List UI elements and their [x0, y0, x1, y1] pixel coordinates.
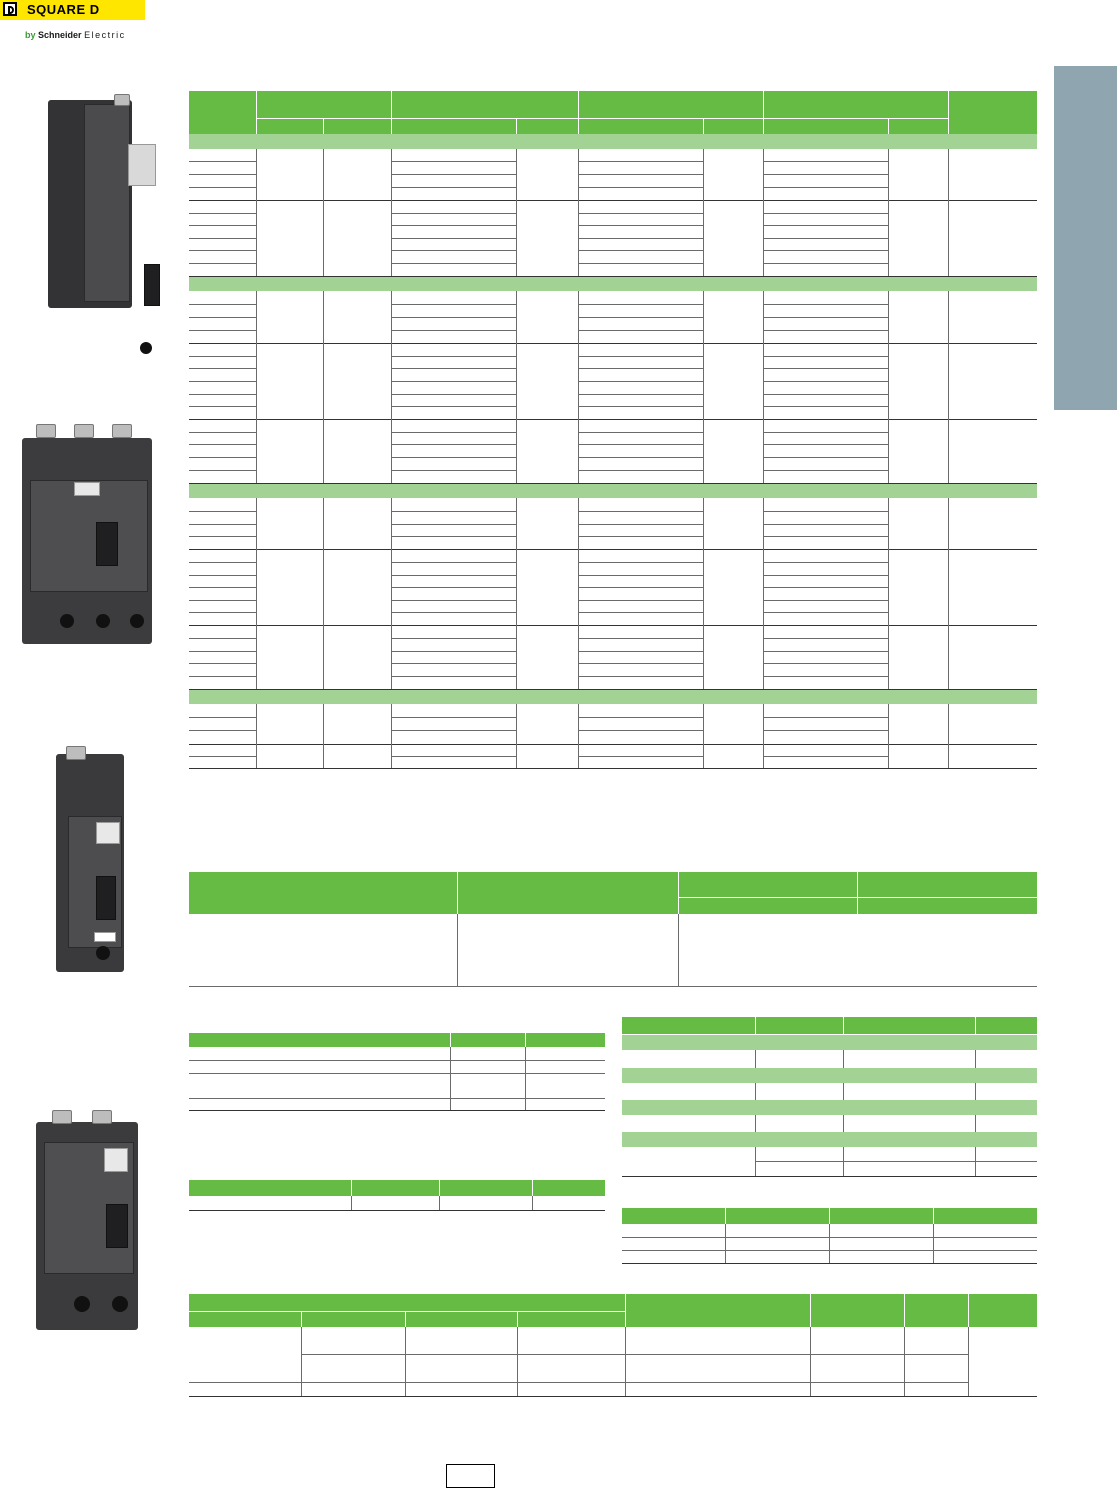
grid-line: [391, 612, 516, 613]
grid-line: [391, 174, 516, 175]
brand-by: by: [25, 30, 36, 40]
grid-line: [948, 704, 949, 744]
grid-line: [391, 524, 516, 525]
grid-line: [578, 756, 703, 757]
terminal-hole-icon: [74, 1296, 90, 1312]
grid-line: [578, 317, 703, 318]
grid-line: [763, 432, 888, 433]
grid-line: [703, 744, 704, 768]
grid-line: [763, 317, 888, 318]
grid-line: [189, 238, 256, 239]
grid-line: [703, 498, 704, 549]
grid-line: [189, 304, 256, 305]
grid-line: [516, 343, 517, 419]
middle-table-header: [189, 872, 1037, 914]
grid-line: [189, 689, 1037, 690]
grid-line: [948, 498, 949, 549]
grid-line: [578, 368, 703, 369]
brand-company-suffix: Electric: [84, 30, 126, 40]
grid-line: [189, 419, 1037, 420]
terminal-screw-icon: [92, 1110, 112, 1124]
grid-line: [391, 638, 516, 639]
breaker-2-pole-image: [36, 1108, 140, 1330]
grid-line: [189, 356, 256, 357]
grid-line: [516, 200, 517, 276]
grid-line: [391, 356, 516, 357]
grid-line: [763, 524, 888, 525]
grid-line: [948, 291, 949, 343]
grid-line: [391, 381, 516, 382]
id-label: [94, 932, 116, 942]
grid-line: [703, 343, 704, 419]
grid-line: [763, 470, 888, 471]
page-number-box: [446, 1464, 495, 1488]
grid-line: [189, 663, 256, 664]
grid-line: [703, 704, 704, 744]
grid-line: [189, 536, 256, 537]
section-band: [189, 483, 1037, 498]
grid-line: [391, 444, 516, 445]
grid-line: [256, 291, 257, 343]
grid-line: [323, 704, 324, 744]
grid-line: [578, 704, 579, 744]
grid-line: [763, 161, 888, 162]
grid-line: [578, 651, 703, 652]
grid-line: [323, 200, 324, 276]
grid-line: [763, 213, 888, 214]
main-table-header: [189, 91, 1037, 134]
breaker-3-pole-image: [22, 422, 156, 644]
grid-line: [578, 524, 703, 525]
grid-line: [391, 263, 516, 264]
grid-line: [948, 625, 949, 689]
grid-line: [763, 419, 764, 483]
grid-line: [189, 432, 256, 433]
grid-line: [578, 744, 579, 768]
section-side-tab: [1054, 66, 1117, 410]
grid-line: [763, 612, 888, 613]
grid-line: [516, 549, 517, 625]
grid-line: [189, 562, 256, 563]
grid-line: [189, 756, 256, 757]
grid-line: [391, 317, 516, 318]
grid-line: [189, 575, 256, 576]
grid-line: [763, 638, 888, 639]
grid-line: [256, 625, 257, 689]
grid-line: [256, 744, 257, 768]
grid-line: [391, 291, 392, 343]
terminal-hole-icon: [96, 946, 110, 960]
rating-label: [104, 1148, 128, 1172]
grid-line: [578, 498, 579, 549]
grid-line: [578, 225, 703, 226]
grid-line: [189, 587, 256, 588]
grid-line: [189, 187, 256, 188]
grid-line: [189, 600, 256, 601]
grid-line: [323, 498, 324, 549]
grid-line: [391, 419, 392, 483]
grid-line: [256, 498, 257, 549]
brand-subline: [25, 30, 126, 40]
grid-line: [516, 149, 517, 200]
grid-line: [189, 406, 256, 407]
grid-line: [391, 161, 516, 162]
grid-line: [578, 174, 703, 175]
grid-line: [189, 549, 1037, 550]
grid-line: [763, 406, 888, 407]
breaker-2-pole-narrow-image: [40, 94, 132, 310]
grid-line: [578, 238, 703, 239]
breaker-handle-icon: [144, 264, 160, 306]
grid-line: [391, 663, 516, 664]
grid-line: [391, 549, 392, 625]
grid-line: [578, 200, 579, 276]
grid-line: [578, 419, 579, 483]
grid-line: [189, 394, 256, 395]
grid-line: [578, 213, 703, 214]
section-band: [189, 134, 1037, 149]
grid-line: [578, 575, 703, 576]
grid-line: [888, 704, 889, 744]
grid-line: [189, 225, 256, 226]
grid-line: [888, 498, 889, 549]
grid-line: [763, 663, 888, 664]
grid-line: [391, 717, 516, 718]
rating-label: [128, 144, 156, 186]
grid-line: [763, 330, 888, 331]
section-band: [622, 1132, 1037, 1147]
grid-line: [189, 524, 256, 525]
grid-line: [189, 638, 256, 639]
grid-line: [888, 419, 889, 483]
grid-line: [763, 717, 888, 718]
grid-line: [391, 625, 392, 689]
grid-line: [763, 498, 764, 549]
grid-line: [189, 730, 256, 731]
grid-line: [391, 575, 516, 576]
left-table-2-header: [189, 1180, 605, 1196]
grid-line: [578, 511, 703, 512]
grid-line: [763, 600, 888, 601]
grid-line: [703, 419, 704, 483]
grid-line: [256, 200, 257, 276]
grid-line: [763, 511, 888, 512]
grid-line: [578, 717, 703, 718]
grid-line: [189, 381, 256, 382]
grid-line: [763, 549, 764, 625]
grid-line: [703, 549, 704, 625]
grid-line: [189, 457, 256, 458]
square-d-icon: [3, 2, 17, 16]
grid-line: [516, 291, 517, 343]
grid-line: [578, 187, 703, 188]
grid-line: [391, 756, 516, 757]
breaker-face: [30, 480, 148, 592]
grid-line: [703, 200, 704, 276]
grid-line: [578, 444, 703, 445]
grid-line: [948, 200, 949, 276]
grid-line: [189, 768, 1037, 769]
grid-line: [763, 356, 888, 357]
grid-line: [391, 704, 392, 744]
grid-line: [763, 149, 764, 200]
grid-line: [189, 263, 256, 264]
grid-line: [888, 549, 889, 625]
grid-line: [763, 343, 764, 419]
terminal-hole-icon: [140, 342, 152, 354]
grid-line: [703, 625, 704, 689]
grid-line: [323, 149, 324, 200]
grid-line: [763, 562, 888, 563]
grid-line: [763, 174, 888, 175]
grid-line: [578, 549, 579, 625]
grid-line: [189, 470, 256, 471]
grid-line: [578, 291, 579, 343]
grid-line: [256, 419, 257, 483]
grid-line: [189, 200, 1037, 201]
grid-line: [703, 149, 704, 200]
grid-line: [578, 562, 703, 563]
grid-line: [578, 638, 703, 639]
grid-line: [763, 575, 888, 576]
grid-line: [763, 651, 888, 652]
grid-line: [391, 730, 516, 731]
grid-line: [391, 511, 516, 512]
grid-line: [578, 406, 703, 407]
section-band: [189, 276, 1037, 291]
grid-line: [189, 511, 256, 512]
terminal-hole-icon: [96, 614, 110, 628]
grid-line: [948, 549, 949, 625]
grid-line: [578, 730, 703, 731]
grid-line: [391, 213, 516, 214]
brand-company: Schneider: [38, 30, 82, 40]
grid-line: [391, 600, 516, 601]
grid-line: [323, 549, 324, 625]
grid-line: [578, 304, 703, 305]
grid-line: [391, 343, 392, 419]
grid-line: [948, 343, 949, 419]
rating-label: [74, 482, 100, 496]
grid-line: [323, 744, 324, 768]
grid-line: [391, 250, 516, 251]
grid-line: [516, 498, 517, 549]
grid-line: [763, 291, 764, 343]
grid-line: [516, 625, 517, 689]
grid-line: [763, 238, 888, 239]
grid-line: [578, 600, 703, 601]
brand-name: SQUARE D: [27, 2, 100, 17]
grid-line: [189, 317, 256, 318]
grid-line: [189, 213, 256, 214]
grid-line: [516, 419, 517, 483]
grid-line: [391, 406, 516, 407]
grid-line: [578, 432, 703, 433]
grid-line: [516, 744, 517, 768]
grid-line: [323, 625, 324, 689]
grid-line: [391, 651, 516, 652]
grid-line: [323, 291, 324, 343]
grid-line: [256, 549, 257, 625]
grid-line: [578, 161, 703, 162]
grid-line: [256, 343, 257, 419]
grid-line: [763, 704, 764, 744]
grid-line: [763, 536, 888, 537]
terminal-screw-icon: [112, 424, 132, 438]
breaker-1-pole-image: [52, 746, 126, 972]
grid-line: [391, 394, 516, 395]
grid-line: [763, 368, 888, 369]
grid-line: [391, 562, 516, 563]
grid-line: [189, 250, 256, 251]
grid-line: [948, 419, 949, 483]
grid-line: [391, 457, 516, 458]
terminal-hole-icon: [60, 614, 74, 628]
grid-line: [578, 625, 579, 689]
grid-line: [256, 149, 257, 200]
section-band: [189, 689, 1037, 704]
grid-line: [391, 744, 392, 768]
grid-line: [763, 587, 888, 588]
grid-line: [391, 536, 516, 537]
grid-line: [888, 291, 889, 343]
breaker-handle-icon: [96, 876, 116, 920]
grid-line: [391, 225, 516, 226]
grid-line: [256, 704, 257, 744]
grid-line: [888, 625, 889, 689]
grid-line: [578, 612, 703, 613]
grid-line: [189, 651, 256, 652]
grid-line: [888, 343, 889, 419]
section-band: [622, 1100, 1037, 1115]
grid-line: [578, 250, 703, 251]
grid-line: [578, 356, 703, 357]
grid-line: [763, 744, 764, 768]
grid-line: [391, 498, 392, 549]
grid-line: [189, 612, 256, 613]
terminal-screw-icon: [66, 746, 86, 760]
section-band: [622, 1068, 1037, 1083]
left-table-1-header: [189, 1033, 605, 1047]
grid-line: [578, 343, 579, 419]
grid-line: [189, 343, 1037, 344]
grid-line: [763, 444, 888, 445]
grid-line: [391, 200, 392, 276]
grid-line: [763, 225, 888, 226]
grid-line: [578, 330, 703, 331]
terminal-screw-icon: [74, 424, 94, 438]
breaker-handle-icon: [106, 1204, 128, 1248]
grid-line: [391, 149, 392, 200]
rating-label: [96, 822, 120, 844]
grid-line: [763, 200, 764, 276]
grid-line: [189, 625, 1037, 626]
grid-line: [189, 717, 256, 718]
grid-line: [763, 381, 888, 382]
grid-line: [763, 250, 888, 251]
grid-line: [391, 368, 516, 369]
grid-line: [578, 470, 703, 471]
grid-line: [323, 343, 324, 419]
grid-line: [391, 587, 516, 588]
breaker-face: [84, 104, 130, 302]
grid-line: [578, 676, 703, 677]
grid-line: [763, 730, 888, 731]
terminal-screw-icon: [36, 424, 56, 438]
grid-line: [888, 200, 889, 276]
grid-line: [763, 457, 888, 458]
grid-line: [391, 304, 516, 305]
brand-logo: [0, 0, 145, 44]
grid-line: [888, 149, 889, 200]
grid-line: [578, 536, 703, 537]
grid-line: [323, 419, 324, 483]
grid-line: [391, 330, 516, 331]
grid-line: [763, 625, 764, 689]
grid-line: [703, 291, 704, 343]
terminal-screw-icon: [114, 94, 130, 106]
grid-line: [391, 238, 516, 239]
grid-line: [578, 457, 703, 458]
grid-line: [391, 470, 516, 471]
grid-line: [391, 676, 516, 677]
grid-line: [189, 368, 256, 369]
grid-line: [189, 174, 256, 175]
grid-line: [189, 483, 1037, 484]
grid-line: [578, 149, 579, 200]
grid-line: [578, 587, 703, 588]
grid-line: [948, 744, 949, 768]
grid-line: [763, 263, 888, 264]
grid-line: [948, 149, 949, 200]
section-band: [622, 1035, 1037, 1050]
grid-line: [189, 161, 256, 162]
terminal-screw-icon: [52, 1110, 72, 1124]
grid-line: [578, 263, 703, 264]
grid-line: [763, 304, 888, 305]
grid-line: [391, 187, 516, 188]
logo-bar: [0, 0, 145, 20]
grid-line: [763, 187, 888, 188]
grid-line: [888, 744, 889, 768]
terminal-hole-icon: [130, 614, 144, 628]
grid-line: [189, 676, 256, 677]
grid-line: [189, 330, 256, 331]
terminal-hole-icon: [112, 1296, 128, 1312]
breaker-handle-icon: [96, 522, 118, 566]
grid-line: [189, 276, 1037, 277]
grid-line: [391, 432, 516, 433]
grid-line: [578, 381, 703, 382]
grid-line: [578, 394, 703, 395]
grid-line: [516, 704, 517, 744]
grid-line: [578, 663, 703, 664]
grid-line: [763, 394, 888, 395]
grid-line: [189, 444, 256, 445]
grid-line: [189, 744, 1037, 745]
grid-line: [763, 676, 888, 677]
grid-line: [763, 756, 888, 757]
